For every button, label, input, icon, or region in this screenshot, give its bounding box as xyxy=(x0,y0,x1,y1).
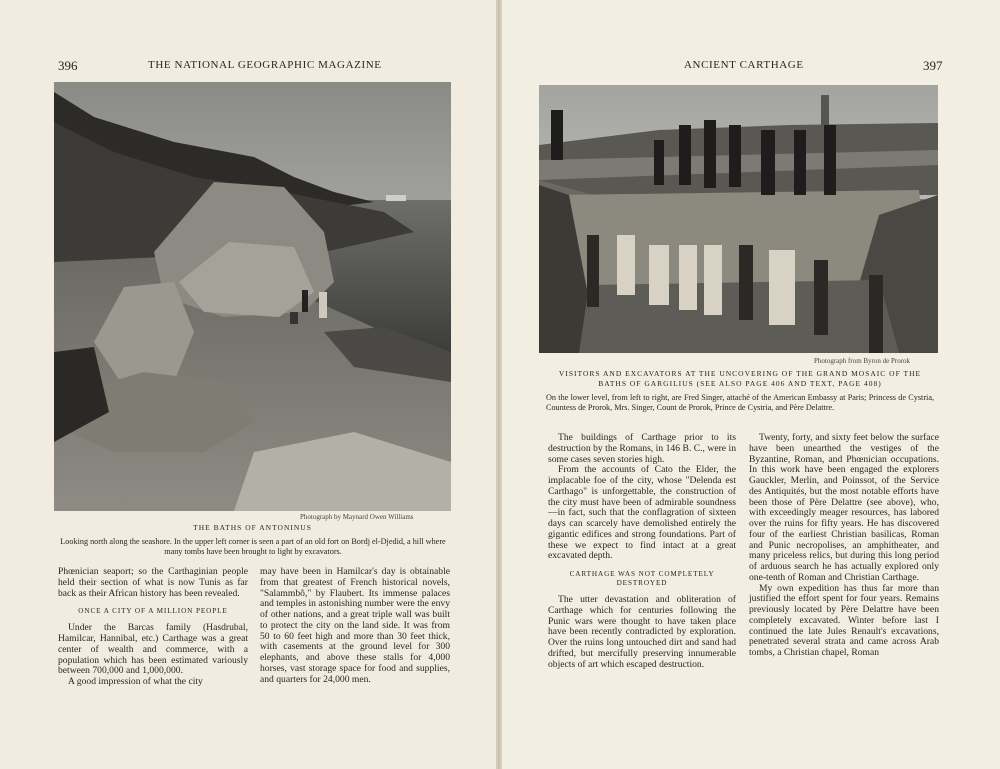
right-photo-caption: On the lower level, from left to right, are Fred Singer, attaché of the American Embassy at Paris; Princess de Cystria, Countess de Prorok, Mrs. Singer, Count de Prorok, Prince de Cystria, and Père Delattre. xyxy=(546,393,934,412)
left-col2-paragraph: may have been in Hamilcar's day is obtainable from that greatest of French historical novels, "Salammbô," by Flaubert. Its immense palaces and temples in astonishing number were the envy of other nations, and a great triple wall was built to protect the city on the land side. It was from 50 to 60 feet high and more than 30 feet thick, with casements at the ground level for 300 elephants, and above these stalls for 4,000 horses, vast storage space for food and supplies, and quarters for 24,000 men. xyxy=(260,566,450,685)
right-col2-paragraph: My own expedition has thus far more than justified the effort spent for four years. Remains previously located by Père Delattre have been completely excavated. Winter before last I continued the late Jules Renault's excavations, penetrated several strata and came across Arab tombs, a Christian chapel, Roman xyxy=(749,582,939,658)
right-col2-paragraph: Twenty, forty, and sixty feet below the surface have been unearthed the vestiges of the Byzantine, Roman, and Phœnician occupations. In this work have been engaged the explorers Gauckler, Merlin, and Poinssot, of the Service des Antiquités, but the most notable efforts have been those of Père Delattre (see above), who, with exceedingly meager resources, has labored over the ruins for fifty years. He has discovered four of the earliest Christian basilicas, Roman and Punic necropolises, an amphitheater, and many priceless relics, but during this long period of arduous search he has actually explored only one-tenth of Roman and Christian Carthage. xyxy=(749,432,939,583)
left-col1-paragraph: Under the Barcas family (Hasdrubal, Hamilcar, Hannibal, etc.) Carthage was a great center of wealth and commerce, with a population which has been estimated variously between 700,000 and 1,000,000. xyxy=(58,622,248,677)
right-col1-paragraph: The utter devastation and obliteration of Carthage which for centuries following the Punic wars were thought to have taken place have been recently contradicted by exploration. Over the ruins long untouched dirt and sand had drifted, but mercifully preserving innumerable objects of art which escaped destruction. xyxy=(548,594,736,670)
right-running-head: ANCIENT CARTHAGE xyxy=(684,59,804,71)
left-photo-credit: Photograph by Maynard Owen Williams xyxy=(300,513,414,521)
right-page xyxy=(502,0,1000,769)
right-subhead: CARTHAGE WAS NOT COMPLETELY DESTROYED xyxy=(569,570,715,587)
right-col1-paragraph: From the accounts of Cato the Elder, the implacable foe of the city, whose "Delenda est Carthago" is unforgettable, the construction of the city must have been of admirable soundness—in fact, such that the conflagration of sixteen days can scarcely have demolished entirely the gigantic edifices and strong foundations. Part of these we expect to find intact at a great excavated depth. xyxy=(548,464,736,562)
left-subhead: ONCE A CITY OF A MILLION PEOPLE xyxy=(78,607,228,616)
baths-of-antoninus-photo xyxy=(54,82,451,511)
right-photo-title: VISITORS AND EXCAVATORS AT THE UNCOVERING OF THE GRAND MOSAIC OF THE BATHS OF GARGILIUS (SEE ALSO PAGE 406 AND TEXT, PAGE 408) xyxy=(558,369,922,388)
left-column-1 xyxy=(58,567,248,688)
left-photo-title: THE BATHS OF ANTONINUS xyxy=(193,523,312,532)
left-column-2 xyxy=(260,567,450,685)
right-page-number: 397 xyxy=(923,58,943,73)
left-photo-caption: Looking north along the seashore. In the upper left corner is seen a part of an old fort on Bordj el-Djedid, a hill where many tombs have been brought to light by excavators. xyxy=(60,537,446,556)
excavation-group-photograph xyxy=(539,85,938,353)
right-col1-paragraph: The buildings of Carthage prior to its destruction by the Romans, in 146 B. C., were in some cases seven stories high. xyxy=(548,432,736,465)
left-page-number: 396 xyxy=(58,58,78,73)
right-photo-credit: Photograph from Byron de Prorok xyxy=(814,357,911,365)
left-col1-paragraph: A good impression of what the city xyxy=(68,676,203,687)
excavation-visitors-photo xyxy=(539,85,938,353)
left-page xyxy=(0,0,496,769)
seashore-ruins-photograph xyxy=(54,82,451,511)
right-column-1 xyxy=(548,433,736,670)
left-col1-paragraph: Phœnician seaport; so the Carthaginian people held their section of what is now Tunis as far back as their African history has been revealed. xyxy=(58,566,248,599)
left-running-head: THE NATIONAL GEOGRAPHIC MAGAZINE xyxy=(148,59,382,71)
right-column-2 xyxy=(749,433,939,659)
